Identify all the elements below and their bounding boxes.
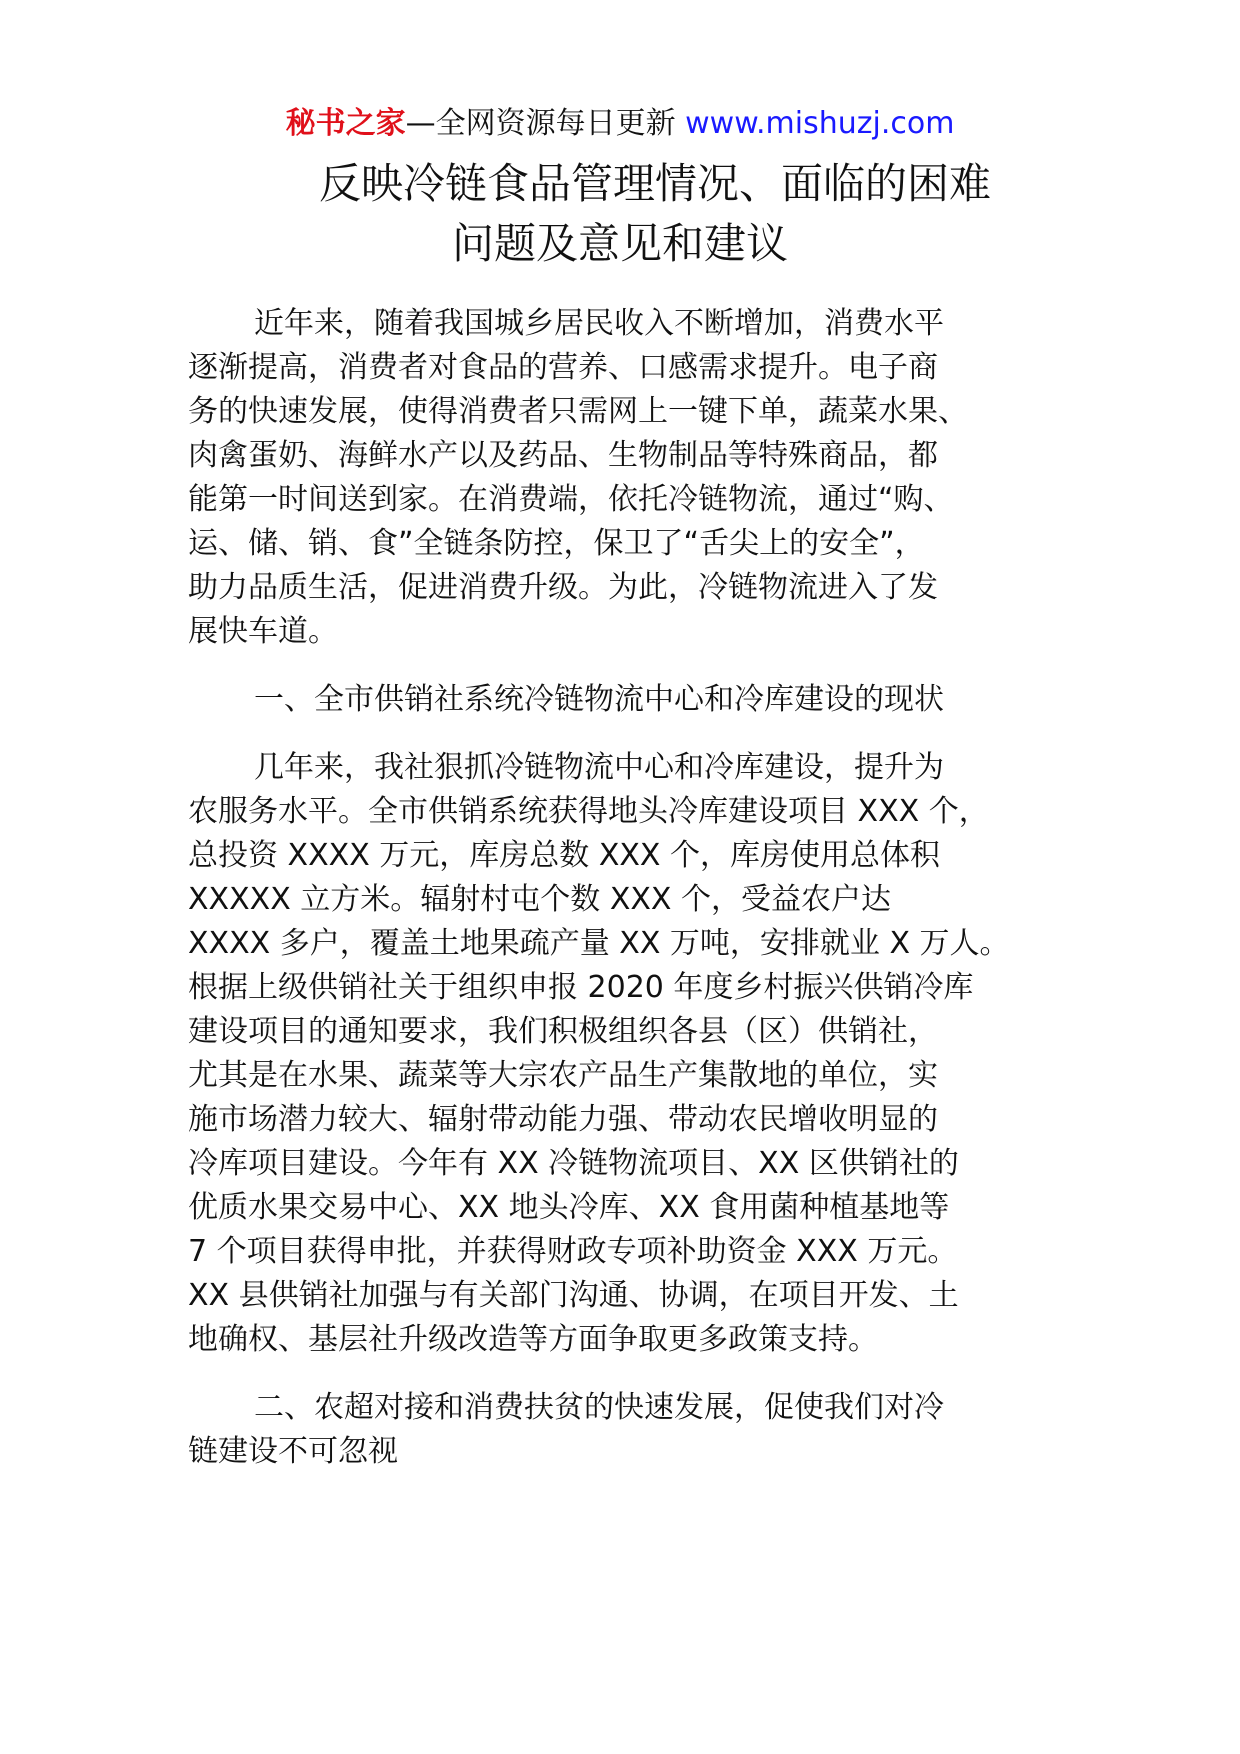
paragraph-line: 建设项目的通知要求，我们积极组织各县（区）供销社， [188, 1014, 938, 1049]
title-line-1: 反映冷链食品管理情况、面临的困难 [318, 159, 991, 208]
paragraph-line: 运、储、销、食”全链条防控，保卫了“舌尖上的安全”， [188, 526, 925, 561]
paragraph-line: 一、全市供销社系统冷链物流中心和冷库建设的现状 [254, 682, 944, 717]
paragraph-line: 能第一时间送到家。在消费端，依托冷链物流，通过“购、 [188, 482, 954, 517]
brand-name: 秘书之家 [285, 106, 406, 141]
paragraph-line: 展快车道。 [188, 614, 338, 649]
paragraph-line: 地确权、基层社升级改造等方面争取更多政策支持。 [188, 1322, 878, 1357]
paragraph-line: 冷库项目建设。今年有 XX 冷链物流项目、XX 区供销社的 [188, 1146, 959, 1181]
paragraph-line: 近年来，随着我国城乡居民收入不断增加，消费水平 [254, 306, 944, 341]
paragraph-line: 总投资 XXXX 万元，库房总数 XXX 个，库房使用总体积 [188, 838, 941, 873]
paragraph-line: 逐渐提高，消费者对食品的营养、口感需求提升。电子商 [188, 350, 938, 385]
paragraph-line: 优质水果交易中心、XX 地头冷库、XX 食用菌种植基地等 [188, 1190, 950, 1225]
paragraph-line: 施市场潜力较大、辐射带动能力强、带动农民增收明显的 [188, 1102, 938, 1137]
title-line-2: 问题及意见和建议 [451, 219, 788, 268]
site-header [0, 102, 1240, 146]
paragraph-line: XX 县供销社加强与有关部门沟通、协调，在项目开发、土 [188, 1278, 959, 1313]
paragraph-line: 几年来，我社狠抓冷链物流中心和冷库建设，提升为 [254, 750, 944, 785]
paragraph-line: 尤其是在水果、蔬菜等大宗农产品生产集散地的单位，实 [188, 1058, 938, 1093]
document-body [188, 302, 1068, 1498]
paragraph-line: 链建设不可忽视 [188, 1434, 398, 1469]
document-title [0, 154, 1240, 274]
paragraph-line: 助力品质生活，促进消费升级。为此，冷链物流进入了发 [188, 570, 938, 605]
paragraph-line: 务的快速发展，使得消费者只需网上一键下单，蔬菜水果、 [188, 394, 968, 429]
paragraph [188, 302, 1068, 654]
paragraph [188, 678, 1068, 722]
paragraph-line: 肉禽蛋奶、海鲜水产以及药品、生物制品等特殊商品，都 [188, 438, 938, 473]
paragraph-line: XXXXX 立方米。辐射村屯个数 XXX 个，受益农户达 [188, 882, 892, 917]
paragraph-line: 二、农超对接和消费扶贫的快速发展，促使我们对冷 [254, 1390, 944, 1425]
header-tagline: —全网资源每日更新 [405, 106, 686, 141]
paragraph-line: 根据上级供销社关于组织申报 2020 年度乡村振兴供销冷库 [188, 970, 974, 1005]
paragraph [188, 1386, 1068, 1474]
site-url-link[interactable]: www.mishuzj.com [685, 106, 955, 141]
paragraph-line: 农服务水平。全市供销系统获得地头冷库建设项目 XXX 个， [188, 794, 989, 829]
paragraph-line: 7 个项目获得申批，并获得财政专项补助资金 XXX 万元。 [188, 1234, 958, 1269]
paragraph [188, 746, 1068, 1362]
paragraph-line: XXXX 多户，覆盖土地果疏产量 XX 万吨，安排就业 X 万人。 [188, 926, 1010, 961]
